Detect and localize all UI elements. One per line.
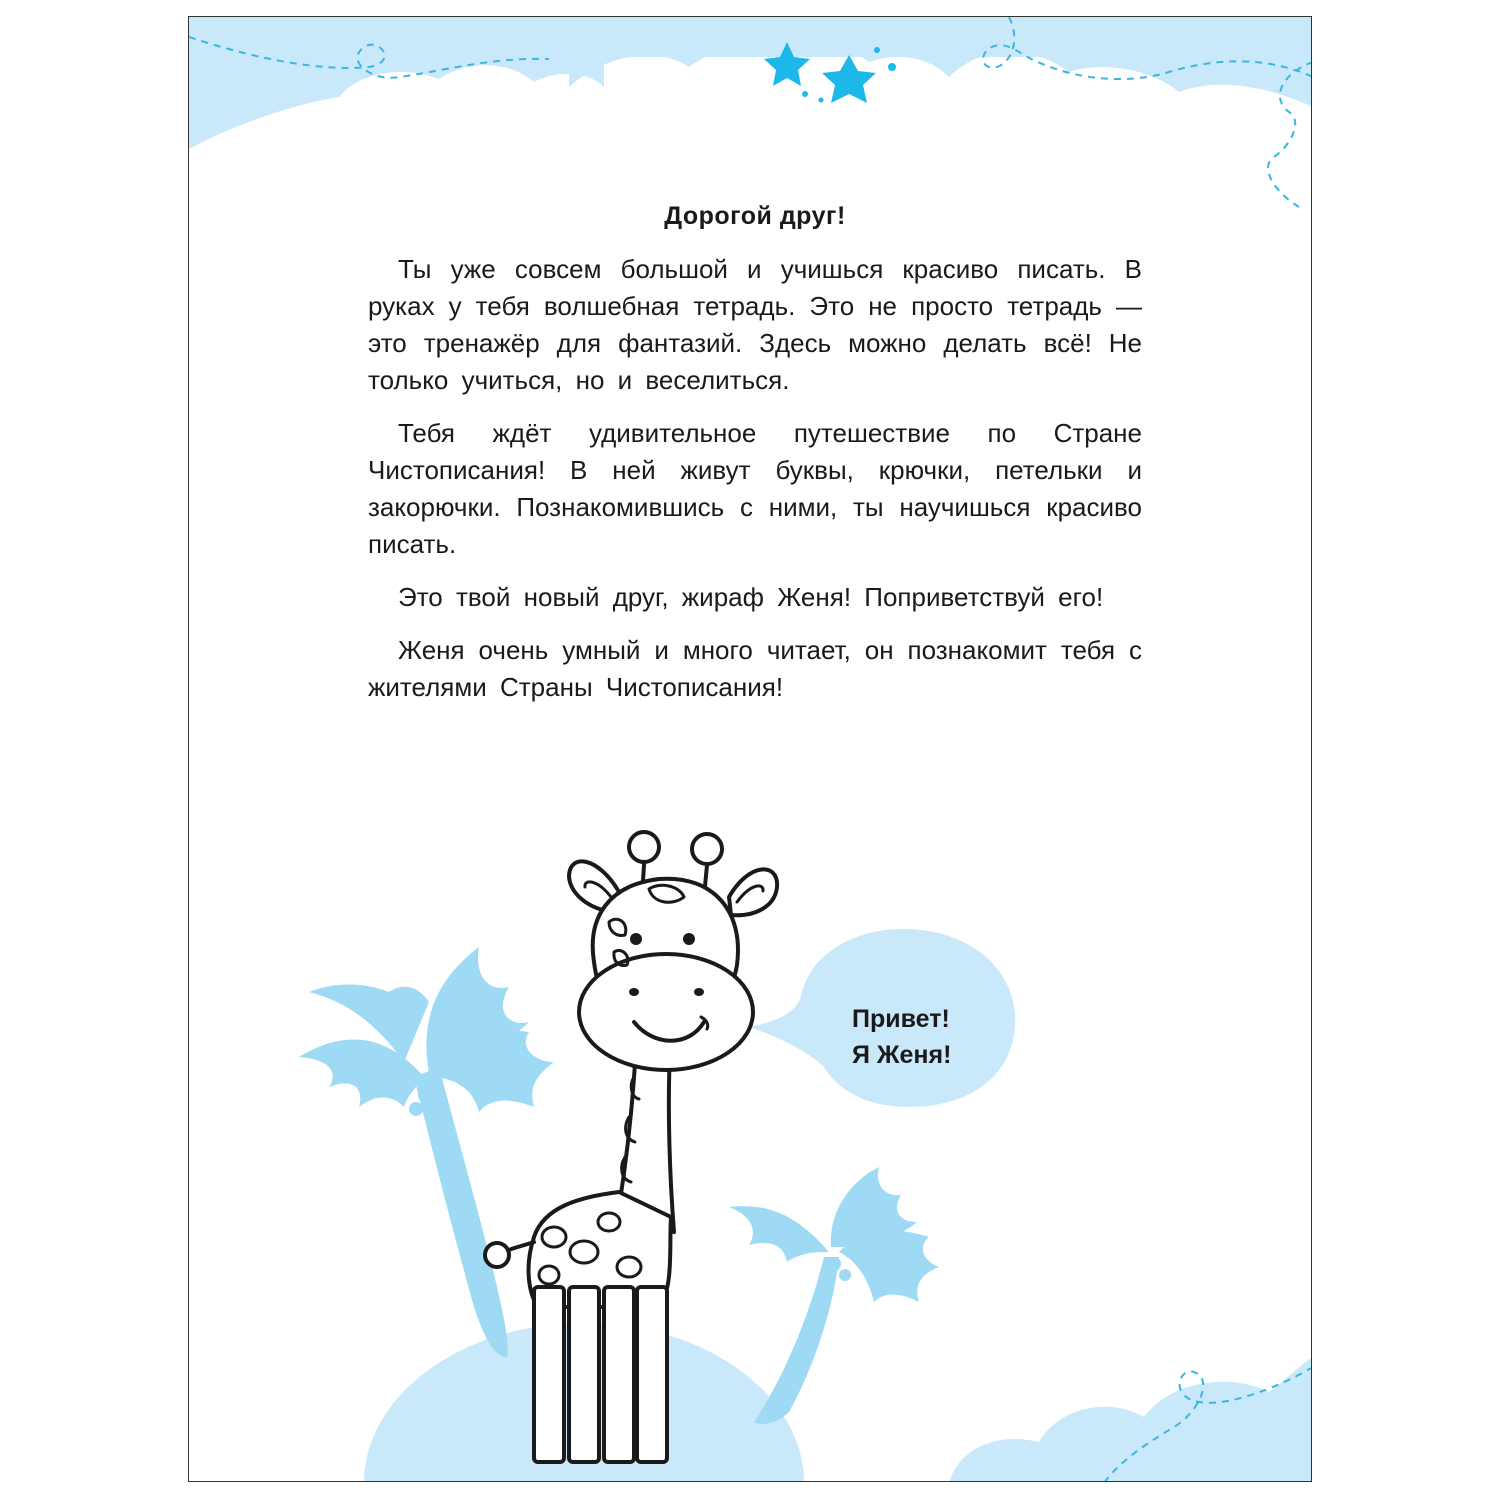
paragraph-3: Это твой новый друг, жираф Женя! Поприветствуй его! bbox=[398, 582, 1104, 612]
greeting-line-1: Привет! bbox=[852, 1005, 950, 1033]
palm-tree-icon bbox=[729, 1167, 939, 1424]
paragraph-2: Тебя ждёт удивительное путешествие по Стране Чистописания! В ней живут буквы, крючки, петельки и закорючки. Познакомившись с ними, ты научишься красиво писать. bbox=[368, 418, 1142, 559]
page-title: Дорогой друг! bbox=[664, 202, 846, 230]
paragraph-4: Женя очень умный и много читает, он познакомит тебя с жителями Страны Чистописания! bbox=[368, 635, 1142, 702]
workbook-page bbox=[188, 16, 1312, 1482]
speech-bubble-text bbox=[852, 1001, 951, 1073]
palm-tree-icon bbox=[299, 947, 554, 1357]
greeting-line-2: Я Женя! bbox=[852, 1041, 952, 1069]
top-cloud-band bbox=[189, 17, 1312, 149]
paragraph-1: Ты уже совсем большой и учишься красиво писать. В руках у тебя волшебная тетрадь. Это не просто тетрадь — это тренажёр для фантазий. Здесь можно делать всё! Не только учиться, но и веселиться. bbox=[368, 254, 1142, 395]
bottom-cloud bbox=[949, 1357, 1312, 1482]
letter-text bbox=[368, 202, 1142, 722]
